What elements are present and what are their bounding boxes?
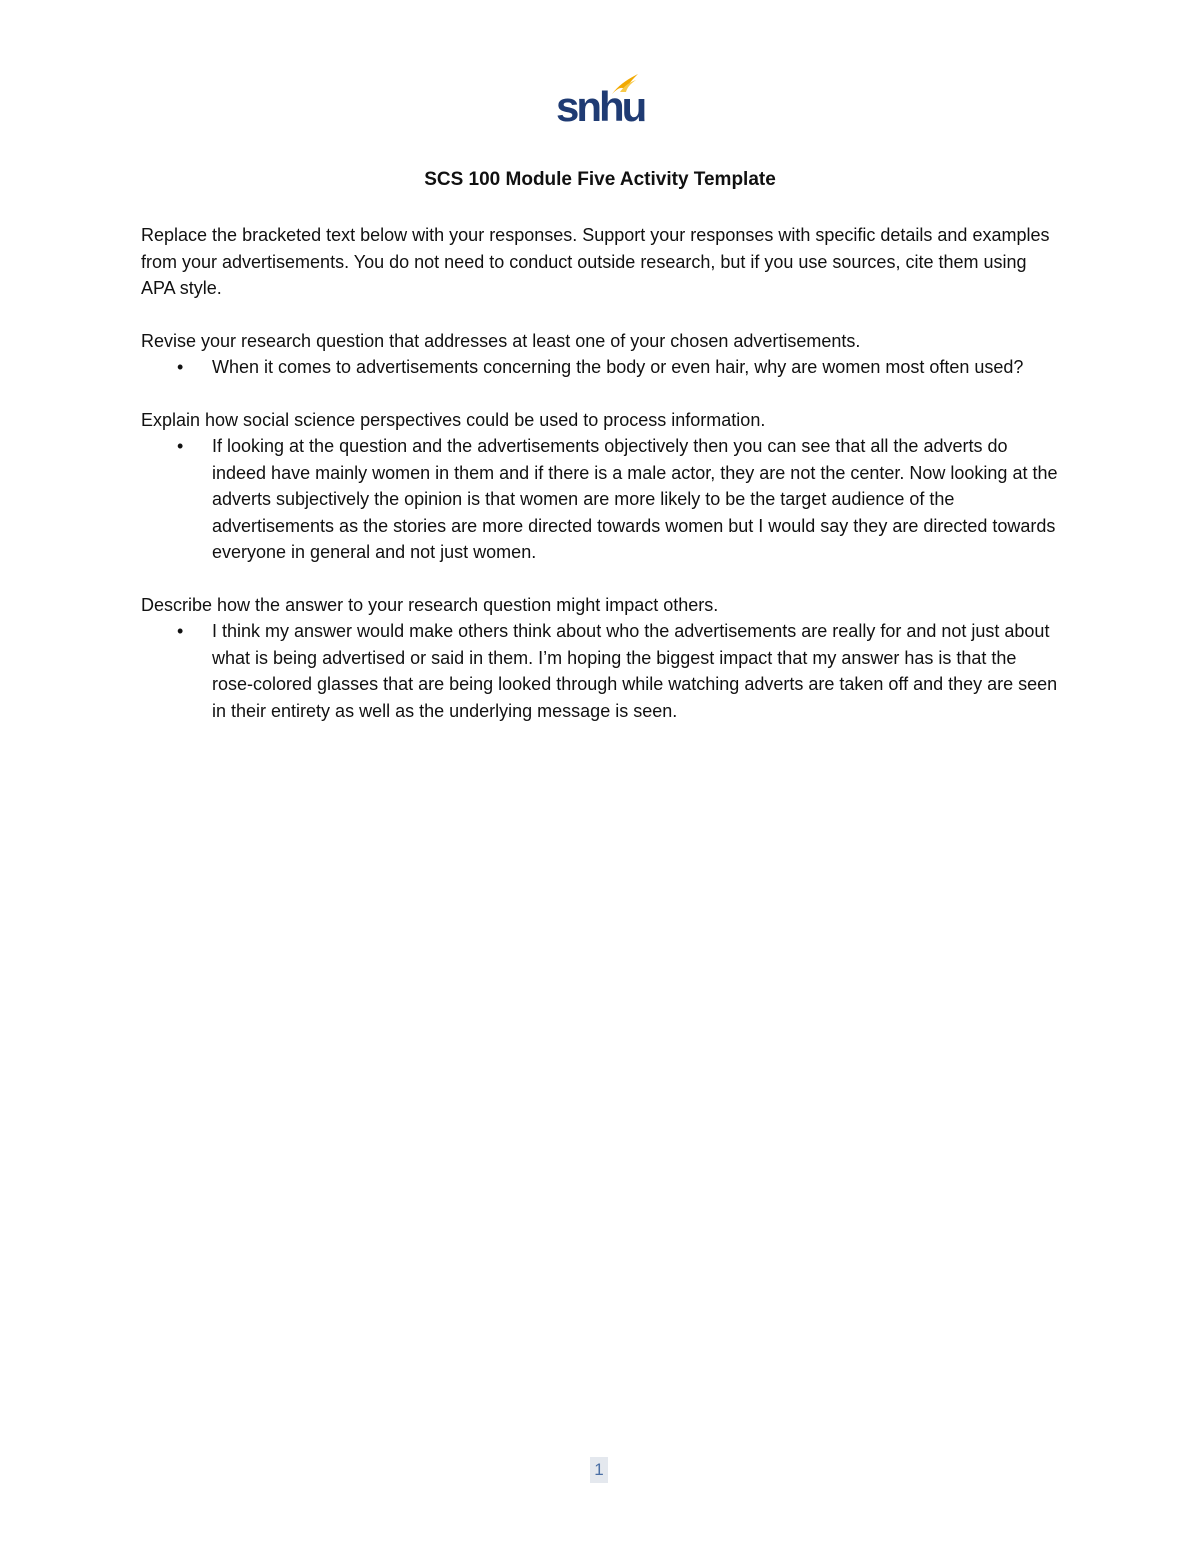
bullet-text: I think my answer would make others think about who the advertisements are really for and not just about what is being advertised or said in them. I’m hoping the biggest impact that my answer has is that the rose-colored glasses that are being looked through while watching adverts are taken off and they are seen in their entirety as well as the underlying message is seen. [212, 621, 1058, 721]
section-heading: Revise your research question that addresses at least one of your chosen advertisements. [141, 330, 861, 351]
section-heading: Explain how social science perspectives could be used to process information. [141, 409, 766, 430]
bullet-icon: • [177, 621, 184, 641]
snhu-logo [552, 72, 645, 134]
list-item [141, 618, 1061, 724]
list-item [141, 433, 1061, 566]
bullet-list [141, 618, 1061, 724]
bullet-list [141, 354, 1061, 381]
bullet-list [141, 433, 1061, 566]
logo-wordmark: snhu [556, 83, 645, 130]
bullet-text: If looking at the question and the advertisements objectively then you can see that all the adverts do indeed have mainly women in them and if there is a male actor, they are not the center. Now looking at the adverts subjectively the opinion is that women are more likely to be the target audience of the advertisements as the stories are more directed towards women but I would say they are directed towards everyone in general and not just women. [212, 436, 1058, 562]
document-title: SCS 100 Module Five Activity Template [424, 169, 776, 190]
section-heading: Describe how the answer to your research question might impact others. [141, 594, 719, 615]
intro-paragraph: Replace the bracketed text below with your responses. Support your responses with specific details and examples from your advertisements. You do not need to conduct outside research, but if you use sources, cite them using APA style. [141, 225, 1050, 298]
bullet-icon: • [177, 436, 184, 456]
list-item [141, 354, 1061, 381]
document-body [141, 222, 1061, 750]
bullet-icon: • [177, 357, 184, 377]
bullet-text: When it comes to advertisements concerning the body or even hair, why are women most often used? [212, 357, 1024, 377]
page-number: 1 [590, 1457, 608, 1483]
